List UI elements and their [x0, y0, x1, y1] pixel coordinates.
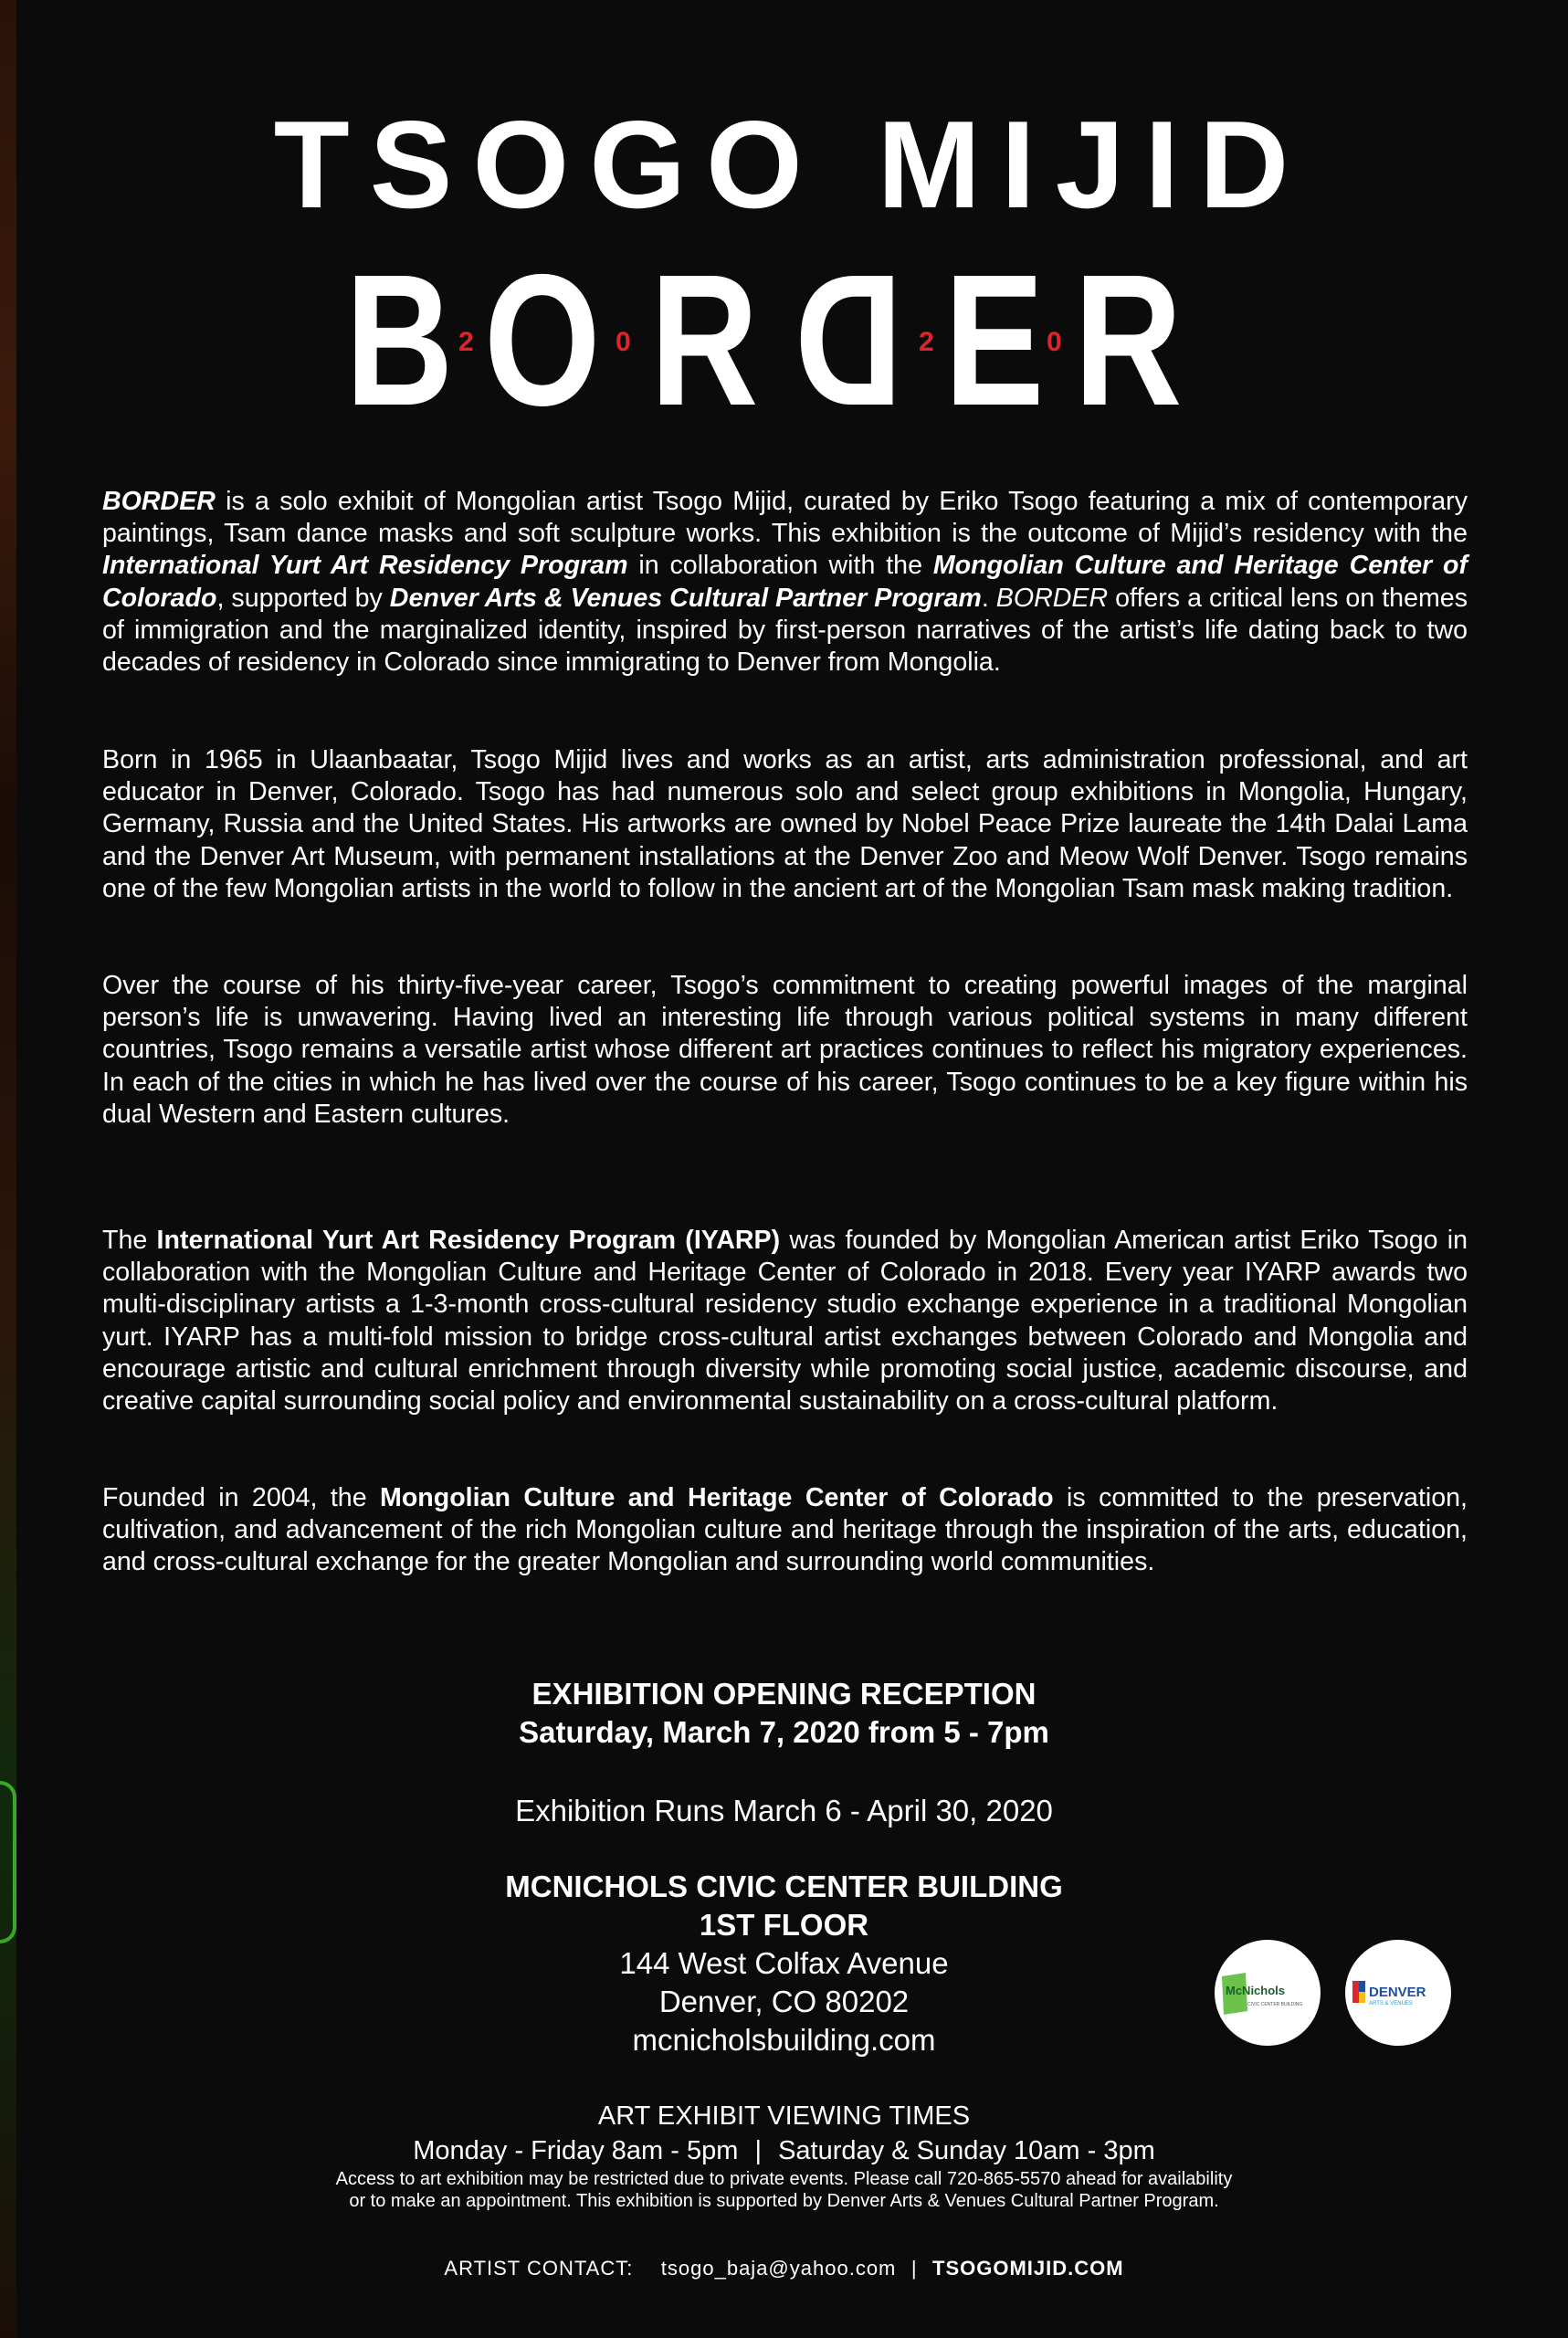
venue-street: 144 West Colfax Avenue	[619, 1946, 949, 1980]
mchcc-paragraph: Founded in 2004, the Mongolian Culture and Heritage Center of Colorado is committed to the preservation, cultivation, and advancement of the rich Mongolian culture and heritage through the inspiration of the arts, education, and cross-cultural exchange for the greater Mongolian and surrounding world communities.	[102, 1483, 1468, 1577]
border-letter-d-mirrored: D	[795, 236, 903, 445]
border-letter-r2: R	[1074, 236, 1183, 445]
border-letter-r: R	[650, 236, 759, 445]
artist-bio-paragraph: Born in 1965 in Ulaanbaatar, Tsogo Mijid lives and works as an artist, arts administration professional, and art educator in Denver, Colorado. Tsogo has had numerous solo and select group exhibitions in Mongolia, Hungary, Germany, Russia and the United States. His artworks are owned by Nobel Peace Prize laureate the 14th Dalai Lama and the Denver Art Museum, with permanent installations at the Denver Zoo and Meow Wolf Denver. Tsogo remains one of the few Mongolian artists in the world to follow in the ancient art of the Mongolian Tsam mask making tradition.	[102, 745, 1468, 903]
venue-block	[0, 1868, 1568, 2059]
exhibit-name-inline: BORDER	[995, 583, 1109, 613]
contact-separator: |	[910, 2257, 918, 2280]
access-note-2: or to make an appointment. This exhibition is supported by Denver Arts & Venues Cultural Partner Program.	[349, 2191, 1219, 2211]
reception-block	[0, 1675, 1568, 1752]
iyarp-paragraph: The International Yurt Art Residency Program (IYARP) was founded by Mongolian American artist Eriko Tsogo in collaboration with the Mongolian Culture and Heritage Center of Colorado in 2018. Every year IYARP awards two multi-disciplinary artists a 1-3-month cross-cultural residency studio exchange experience in a traditional Mongolian yurt. IYARP has a multi-fold mission to bridge cross-cultural artist exchanges between Colorado and Mongolia and encourage artistic and cultural enrichment through diversity while promoting social justice, academic discourse, and creative capital surrounding social policy and environmental sustainability on a cross-cultural platform.	[102, 1226, 1468, 1416]
border-letter-o: O	[484, 236, 601, 445]
year-digit-4: 0	[1047, 327, 1062, 357]
iyarp-name: International Yurt Art Residency Program	[102, 551, 628, 581]
venue-name: MCNICHOLS CIVIC CENTER BUILDING	[505, 1869, 1063, 1903]
denver-logo-mark	[1351, 1970, 1446, 2016]
border-letter-e: E	[944, 236, 1045, 445]
svg-text:ARTS & VENUES: ARTS & VENUES	[1369, 2001, 1413, 2006]
mcnichols-logo-mark	[1220, 1965, 1315, 2020]
year-digit-3: 2	[919, 327, 934, 357]
year-digit-2: 0	[616, 327, 631, 357]
mchcc-name: Mongolian Culture and Heritage Center of Colorado	[102, 551, 1468, 613]
dav-program-name: Denver Arts & Venues Cultural Partner Program	[389, 583, 982, 613]
intro-paragraph: BORDER is a solo exhibit of Mongolian artist Tsogo Mijid, curated by Eriko Tsogo featuring a mix of contemporary paintings, Tsam dance masks and soft sculpture works. This exhibition is the outcome of Mijid’s residency with the International Yurt Art Residency Program in collaboration with the Mongolian Culture and Heritage Center of Colorado, supported by Denver Arts & Venues Cultural Partner Program. BORDER offers a critical lens on themes of immigration and the marginalized identity, inspired by first-person narratives of the artist’s life dating back to two decades of residency in Colorado since immigrating to Denver from Mongolia.	[102, 487, 1468, 678]
contact-label: ARTIST CONTACT:	[444, 2257, 634, 2280]
border-letter-b: B	[345, 236, 454, 445]
venue-website-link[interactable]: mcnicholsbuilding.com	[632, 2023, 936, 2057]
svg-text:CIVIC CENTER BUILDING: CIVIC CENTER BUILDING	[1247, 2002, 1303, 2007]
venue-city: Denver, CO 80202	[658, 1985, 910, 2018]
viewing-times-title: ART EXHIBIT VIEWING TIMES	[597, 2101, 971, 2131]
reception-date: Saturday, March 7, 2020 from 5 - 7pm	[519, 1715, 1049, 1749]
career-paragraph: Over the course of his thirty-five-year career, Tsogo’s commitment to creating powerful images of the marginal person’s life is unwavering. Having lived an interesting life through various political systems in many different countries, Tsogo remains a versatile artist whose different art practices continues to reflect his migratory experiences. In each of the cities in which he has lived over the course of his career, Tsogo continues to be a key figure within his dual Western and Eastern cultures.	[102, 971, 1468, 1129]
denver-arts-venues-logo	[1345, 1940, 1451, 2046]
svg-text:McNichols: McNichols	[1226, 1984, 1286, 1997]
artist-name-title: TSOGO MIJID	[273, 95, 1310, 234]
viewing-times-block	[0, 2099, 1568, 2212]
iyarp-bold-name: International Yurt Art Residency Program (IYARP)	[156, 1226, 781, 1255]
exhibit-name: BORDER	[102, 487, 216, 516]
artist-contact-line	[0, 2255, 1568, 2282]
svg-text:DENVER: DENVER	[1369, 1985, 1426, 2000]
contact-email-link[interactable]: tsogo_baja@yahoo.com	[660, 2257, 897, 2280]
venue-floor: 1ST FLOOR	[699, 1908, 869, 1942]
mchcc-bold-name: Mongolian Culture and Heritage Center of Colorado	[380, 1483, 1054, 1512]
artist-website-link[interactable]: TSOGOMIJID.COM	[932, 2257, 1124, 2280]
exhibition-runs: Exhibition Runs March 6 - April 30, 2020	[515, 1794, 1053, 1827]
reception-title: EXHIBITION OPENING RECEPTION	[531, 1677, 1037, 1711]
year-digit-1: 2	[458, 327, 474, 357]
exhibit-title-border	[345, 236, 1194, 445]
mcnichols-logo	[1215, 1940, 1321, 2046]
access-note-1: Access to art exhibition may be restricted due to private events. Please call 720-865-5570 ahead for availability	[335, 2169, 1233, 2189]
viewing-times-hours: Monday - Friday 8am - 5pm | Saturday & Sunday 10am - 3pm	[413, 2136, 1155, 2165]
